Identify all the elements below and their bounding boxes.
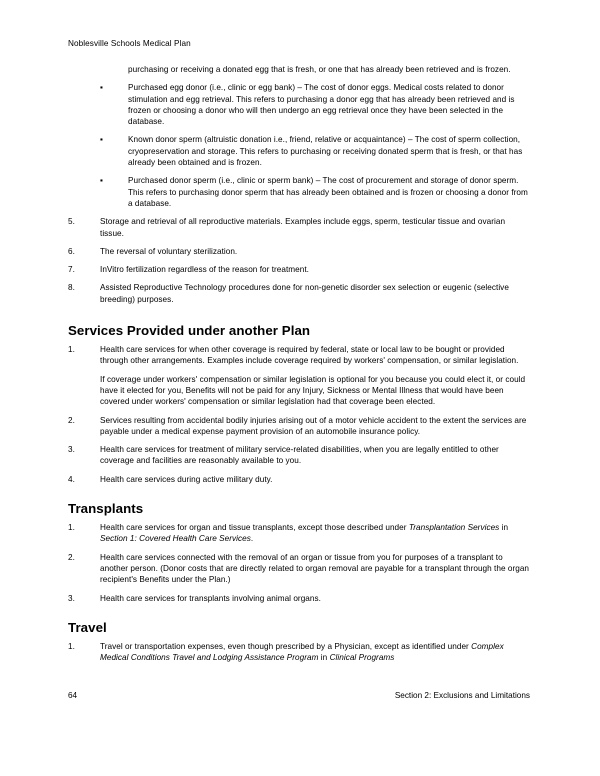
list-item-text: Assisted Reproductive Technology procedures done for non-genetic disorder sex selection or eugenic (selective breeding) purposes. xyxy=(100,283,509,304)
list-item-text: Health care services during active military duty. xyxy=(100,474,273,484)
travel-exclusions-list xyxy=(68,641,530,671)
list-item-text-tail: . xyxy=(250,534,254,544)
list-item-text: Purchased donor sperm (i.e., clinic or sperm bank) – The cost of procurement and storage of donor sperm. This refers to purchasing donor sperm that has already been obtained and is frozen or choosing a donor from a database. xyxy=(128,176,528,208)
list-item xyxy=(68,552,530,593)
list-item xyxy=(68,593,530,611)
list-item-number: 3. xyxy=(68,593,75,603)
bullet-list xyxy=(68,82,530,216)
list-item xyxy=(68,415,530,445)
list-item-text: Health care services connected with the removal of an organ or tissue from you for purposes of a transplant to another person. (Donor costs that are directly related to organ removal are payable for a transplant through the organ recipient's Benefits under the Plan.) xyxy=(100,552,530,585)
bullet-icon: ▪ xyxy=(100,176,103,186)
list-item-text: Health care services for transplants involving animal organs. xyxy=(100,593,321,603)
footer-section-label: Section 2: Exclusions and Limitations xyxy=(394,691,530,700)
running-header: Noblesville Schools Medical Plan xyxy=(68,39,191,48)
continued-paragraph: purchasing or receiving a donated egg that is fresh, or one that has already been retrieved and is frozen. xyxy=(128,65,511,74)
list-item-number: 1. xyxy=(68,345,75,355)
list-item-text: Known donor sperm (altruistic donation i.e., friend, relative or acquaintance) – The cost of sperm collection, cryopreservation and storage. This refers to purchasing or receiving donated sperm that is fresh, or that has already been obtained and is frozen. xyxy=(128,135,523,168)
list-item-number: 3. xyxy=(68,445,75,455)
infertility-exclusions-list xyxy=(68,216,530,312)
list-item xyxy=(68,474,530,492)
list-item xyxy=(68,344,530,414)
section-heading-transplants: Transplants xyxy=(68,501,144,517)
list-item xyxy=(68,522,530,552)
list-item-text: Services resulting from accidental bodily injuries arising out of a motor vehicle accident to the extent the services are payable under a medical expense payment provision of an automobile insurance policy. xyxy=(100,415,527,436)
list-item-subparagraph: If coverage under workers' compensation or similar legislation is optional for you because you could elect it, or could have it elected for you, Benefits will not be paid for any Injury, Sickness or Mental Illness that would have been covered under workers' compensation or similar legislation had that coverage been elected. xyxy=(100,374,526,407)
section-heading-services: Services Provided under another Plan xyxy=(68,323,311,339)
page-content xyxy=(68,64,530,670)
section-heading-travel: Travel xyxy=(68,619,107,635)
cross-reference-section: Section 1: Covered Health Care Services xyxy=(100,534,251,544)
list-item-text: Health care services for when other coverage is required by federal, state or local law to be bought or provided through other arrangements. Examples include coverage required by workers' compensation, or similar legislation. xyxy=(100,345,519,366)
list-item-number: 8. xyxy=(68,283,75,293)
list-item-number: 6. xyxy=(68,246,75,256)
cross-reference-title: Transplantation Services xyxy=(408,523,500,533)
list-item-text-mid: in xyxy=(499,523,509,533)
bullet-icon: ▪ xyxy=(100,135,103,145)
list-item-text: Purchased egg donor (i.e., clinic or egg bank) – The cost of donor eggs. Medical costs related to donor stimulation and egg retrieval. This refers to purchasing a donor egg that has already been retrieved and is frozen or choosing a donor who will then undergo an egg retrieval once they have been selected in the database. xyxy=(128,83,515,127)
list-item xyxy=(68,264,530,282)
list-item xyxy=(68,641,530,671)
list-item-text-lead: Health care services for organ and tissue transplants, except those described under xyxy=(100,523,409,533)
list-item-text: The reversal of voluntary sterilization. xyxy=(100,246,238,256)
cross-reference-clinical-programs: Clinical Programs xyxy=(329,653,395,663)
list-item xyxy=(100,175,528,216)
list-item-number: 1. xyxy=(68,523,75,533)
bullet-icon: ▪ xyxy=(100,83,103,93)
list-item-text: InVitro fertilization regardless of the reason for treatment. xyxy=(100,265,309,275)
page-footer xyxy=(68,690,530,701)
list-item-number: 7. xyxy=(68,265,75,275)
list-item-text-lead: Travel or transportation expenses, even though prescribed by a Physician, except as identified under xyxy=(100,641,472,651)
list-item xyxy=(100,134,528,175)
cross-reference-program: Complex Medical Conditions Travel and Lodging Assistance Program xyxy=(100,641,504,663)
list-item-number: 1. xyxy=(68,641,75,651)
list-item-number: 5. xyxy=(68,217,75,227)
list-item xyxy=(100,82,528,134)
list-item-text: Health care services for treatment of military service-related disabilities, when you are legally entitled to other coverage and facilities are reasonably available to you. xyxy=(100,445,499,466)
list-item-text-mid: in xyxy=(318,653,330,663)
list-item-number: 2. xyxy=(68,415,75,425)
list-item xyxy=(68,444,530,474)
list-item-text: Storage and retrieval of all reproductive materials. Examples include eggs, sperm, testicular tissue and ovarian tissue. xyxy=(100,217,506,238)
list-item xyxy=(68,282,530,312)
list-item-number: 2. xyxy=(68,552,75,562)
list-item xyxy=(68,216,530,246)
services-exclusions-list xyxy=(68,344,530,492)
transplants-exclusions-list xyxy=(68,522,530,611)
list-item xyxy=(68,246,530,264)
list-item-number: 4. xyxy=(68,474,75,484)
page-number: 64 xyxy=(68,691,78,700)
